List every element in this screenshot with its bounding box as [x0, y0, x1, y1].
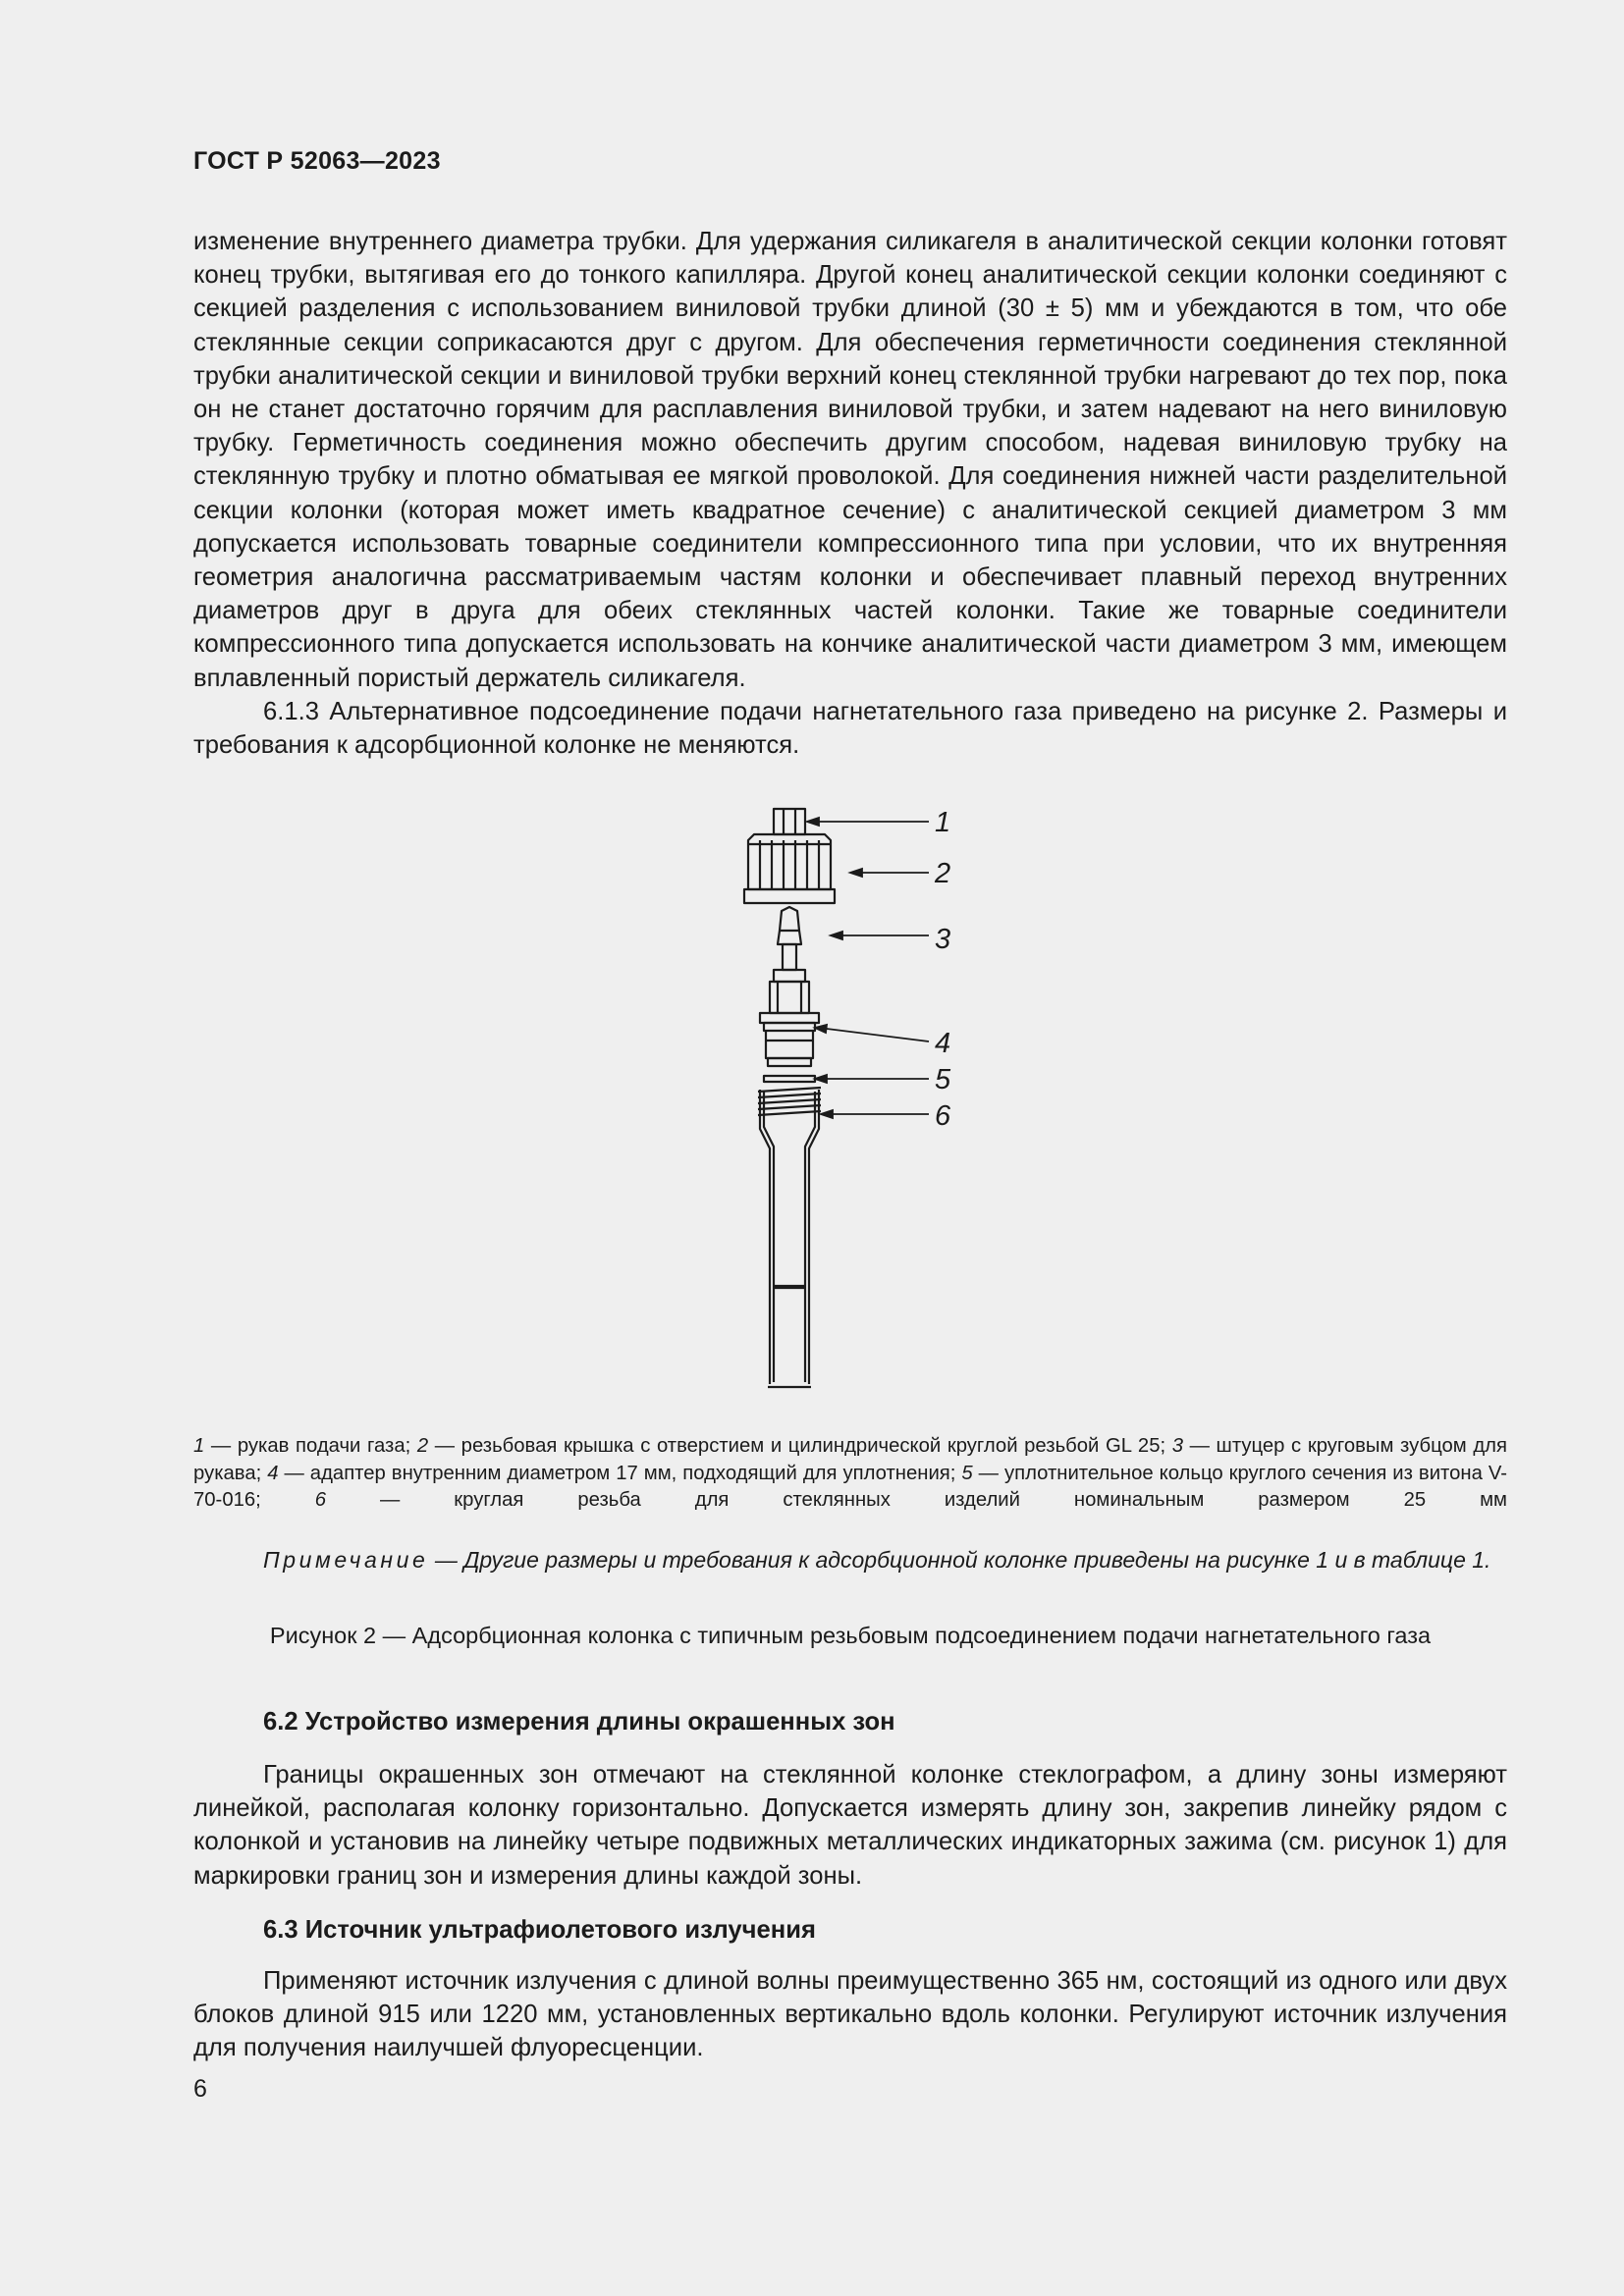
o-ring-part [764, 1076, 815, 1082]
section-6-2-heading: 6.2 Устройство измерения длины окрашенных зон [263, 1708, 895, 1735]
note-text: — Другие размеры и требования к адсорбционной колонке приведены на рисунке 1 и в таблице 1. [428, 1547, 1491, 1573]
glass-thread-part [758, 1088, 821, 1115]
document-header: ГОСТ Р 52063—2023 [193, 147, 441, 175]
legend-text-6: — круглая резьба для стеклянных изделий номинальным размером 25 мм [326, 1489, 1507, 1511]
page-number: 6 [193, 2075, 207, 2103]
legend-num-3: 3 [1171, 1435, 1184, 1457]
callout-6: 6 [935, 1100, 951, 1132]
callout-1: 1 [935, 807, 951, 838]
column-drawing [687, 795, 1021, 1404]
section-6-3-text: Применяют источник излучения с длиной волны преимущественно 365 нм, состоящий из одного или двух блоков длиной 915 или 1220 мм, установленных вертикально вдоль колонки. Регулируют источник излучения для получения наилучшей флуоресценции. [193, 1967, 1507, 2062]
figure-note [193, 1545, 1507, 1575]
figure-legend [193, 1433, 1507, 1515]
figure-2-column-drawing [687, 795, 1021, 1404]
legend-num-6: 6 [314, 1489, 327, 1511]
figure-caption: Рисунок 2 — Адсорбционная колонка с типичным резьбовым подсоединением подачи нагнетательного газа [269, 1623, 1432, 1648]
legend-line-1 [193, 1433, 1507, 1515]
legend-num-5: 5 [961, 1462, 973, 1484]
paragraph-6-1-3: 6.1.3 Альтернативное подсоединение подачи нагнетательного газа приведено на рисунке 2. Размеры и требования к адсорбционной колонке не меняются. [193, 697, 1507, 760]
legend-num-1: 1 [193, 1435, 205, 1457]
callout-2: 2 [935, 858, 951, 889]
hose-nozzle-part [780, 907, 799, 931]
adapter-part [774, 970, 805, 982]
legend-num-4: 4 [267, 1462, 279, 1484]
note-label: Примечание [263, 1547, 429, 1573]
gas-hose-part [774, 809, 805, 834]
body-text-block [193, 225, 1507, 762]
legend-text-5: — уплотнительное кольцо круглого сечения из витона V-70-016; [193, 1462, 1508, 1511]
callout-3: 3 [935, 924, 951, 955]
legend-text-3: — штуцер с круговым зубцом для рукава; [193, 1435, 1507, 1484]
callout-4: 4 [935, 1028, 951, 1059]
section-6-3-heading: 6.3 Источник ультрафиолетового излучения [263, 1916, 816, 1944]
paragraph-continuation: изменение внутреннего диаметра трубки. Для удержания силикагеля в аналитической секции колонки готовят конец трубки, вытягивая его до тонкого капилляра. Другой конец аналитической секции колонки соединяют с секцией разделения с использованием виниловой трубки длиной (30 ± 5) мм и убеждаются в том, что обе стеклянные секции соприкасаются друг с другом. Для обеспечения герметичности соединения стеклянной трубки аналитической секции и виниловой трубки верхний конец стеклянной трубки нагревают до тех пор, пока он не станет достаточно горячим для расплавления виниловой трубки, и затем надевают на него виниловую трубку. Герметичность соединения можно обеспечить другим способом, надевая виниловую трубку на стеклянную трубку и плотно обматывая ее мягкой проволокой. Для соединения нижней части разделительной секции колонки (которая может иметь квадратное сечение) с аналитической секцией диаметром 3 мм допускается использовать товарные соединители компрессионного типа при условии, что их внутренняя геометрия аналогична рассматриваемым частям колонки и обеспечивает плавный переход внутренних диаметров друг в друга для обеих стеклянных частей колонки. Такие же товарные соединители компрессионного типа допускается использовать на кончике аналитической части диаметром 3 мм, имеющем вплавленный пористый держатель силикагеля. [193, 228, 1507, 692]
section-6-2-text: Границы окрашенных зон отмечают на стеклянной колонке стеклографом, а длину зоны измеряют линейкой, располагая колонку горизонтально. Допускается измерять длину зон, закрепив линейку рядом с колонкой и установив на линейку четыре подвижных металлических индикаторных зажима (см. рисунок 1) для маркировки границ зон и измерения длины каждой зоны. [193, 1761, 1507, 1890]
legend-text-2: — резьбовая крышка с отверстием и цилиндрической круглой резьбой GL 25; [428, 1435, 1172, 1457]
legend-text-4: — адаптер внутренним диаметром 17 мм, подходящий для уплотнения; [278, 1462, 962, 1484]
legend-text-1: — рукав подачи газа; [204, 1435, 417, 1457]
legend-num-2: 2 [416, 1435, 429, 1457]
callout-5: 5 [935, 1064, 951, 1095]
